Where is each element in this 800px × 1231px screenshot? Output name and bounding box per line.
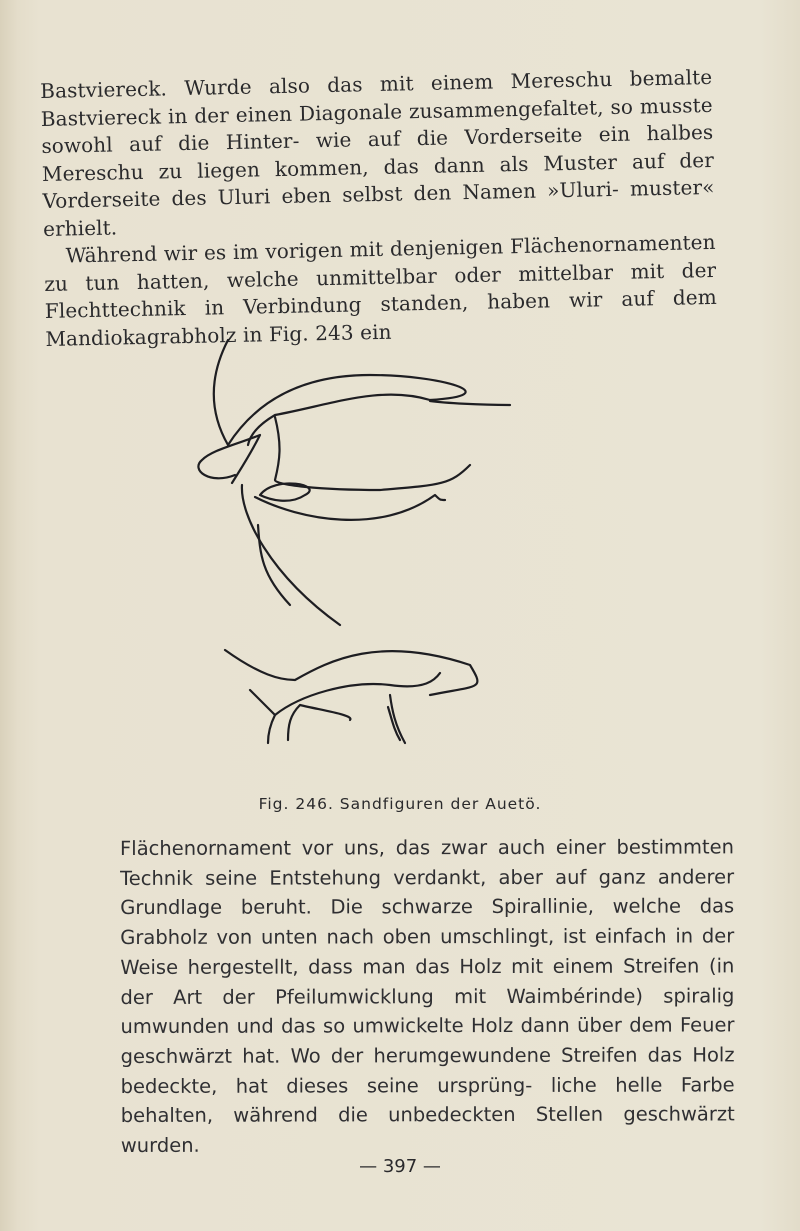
page-number: — 397 — [359,1156,441,1177]
upper-figure-stroke-top [214,340,466,445]
upper-figure-stroke-belly [255,495,445,520]
upper-figure-stroke-body [275,417,470,490]
upper-figure-stroke-leg-left [242,485,340,625]
sand-figures-illustration [180,335,540,745]
paragraph-bottom: Flächenornament vor uns, das zwar auch einer bestimmten Technik seine Entstehung verdankt, aber auf ganz anderer Grundlage beruht. Die schwarze Spirallinie, welche das Grabholz von unten nach oben umschlingt, ist einfach in der Weise hergestellt, dass man das Holz mit einem Streifen (in der Art der Pfeilumwicklung mit Waimbérinde) spiralig umwunden und das so umwickelte Holz dann über dem Feuer geschwärzt hat. Wo der herumgewundene Streifen das Holz bedeckte, hat dieses seine ursprüng- liche helle Farbe behalten, während die unbedeckten Stellen geschwärzt wurden. [120,835,735,1158]
figure-caption: Fig. 246. Sandfiguren der Auetö. [258,795,542,813]
upper-figure-stroke-leg-tail [258,525,290,605]
lower-figure-stroke-leg-left [268,715,275,743]
paragraph-top-text: Bastviereck. Wurde also das mit einem Mereschu bemalte Bastviereck in der einen Diagonale zusammengefaltet, so musste sowohl auf die Hinter- wie auf die Vorderseite ein halbes Mereschu zu liegen kommen, das dann als Muster auf der Vorderseite des Uluri eben selbst den Namen »Uluri- muster« erhielt. [40,64,715,241]
paragraph-top [40,64,718,353]
upper-figure-stroke-wing-right [430,401,510,405]
paragraph-top-continued: Während wir es im vorigen mit denjenigen Flächenornamenten zu tun hatten, welche unmittelbar oder mittelbar mit der Flechttechnik in Verbindung standen, haben wir auf dem Mandiokagrabholz in Fig. 243 ein [44,229,717,351]
lower-figure-stroke-body [250,673,440,715]
sand-figures-drawing [180,335,540,745]
lower-figure-stroke-leg-inner [288,705,350,740]
